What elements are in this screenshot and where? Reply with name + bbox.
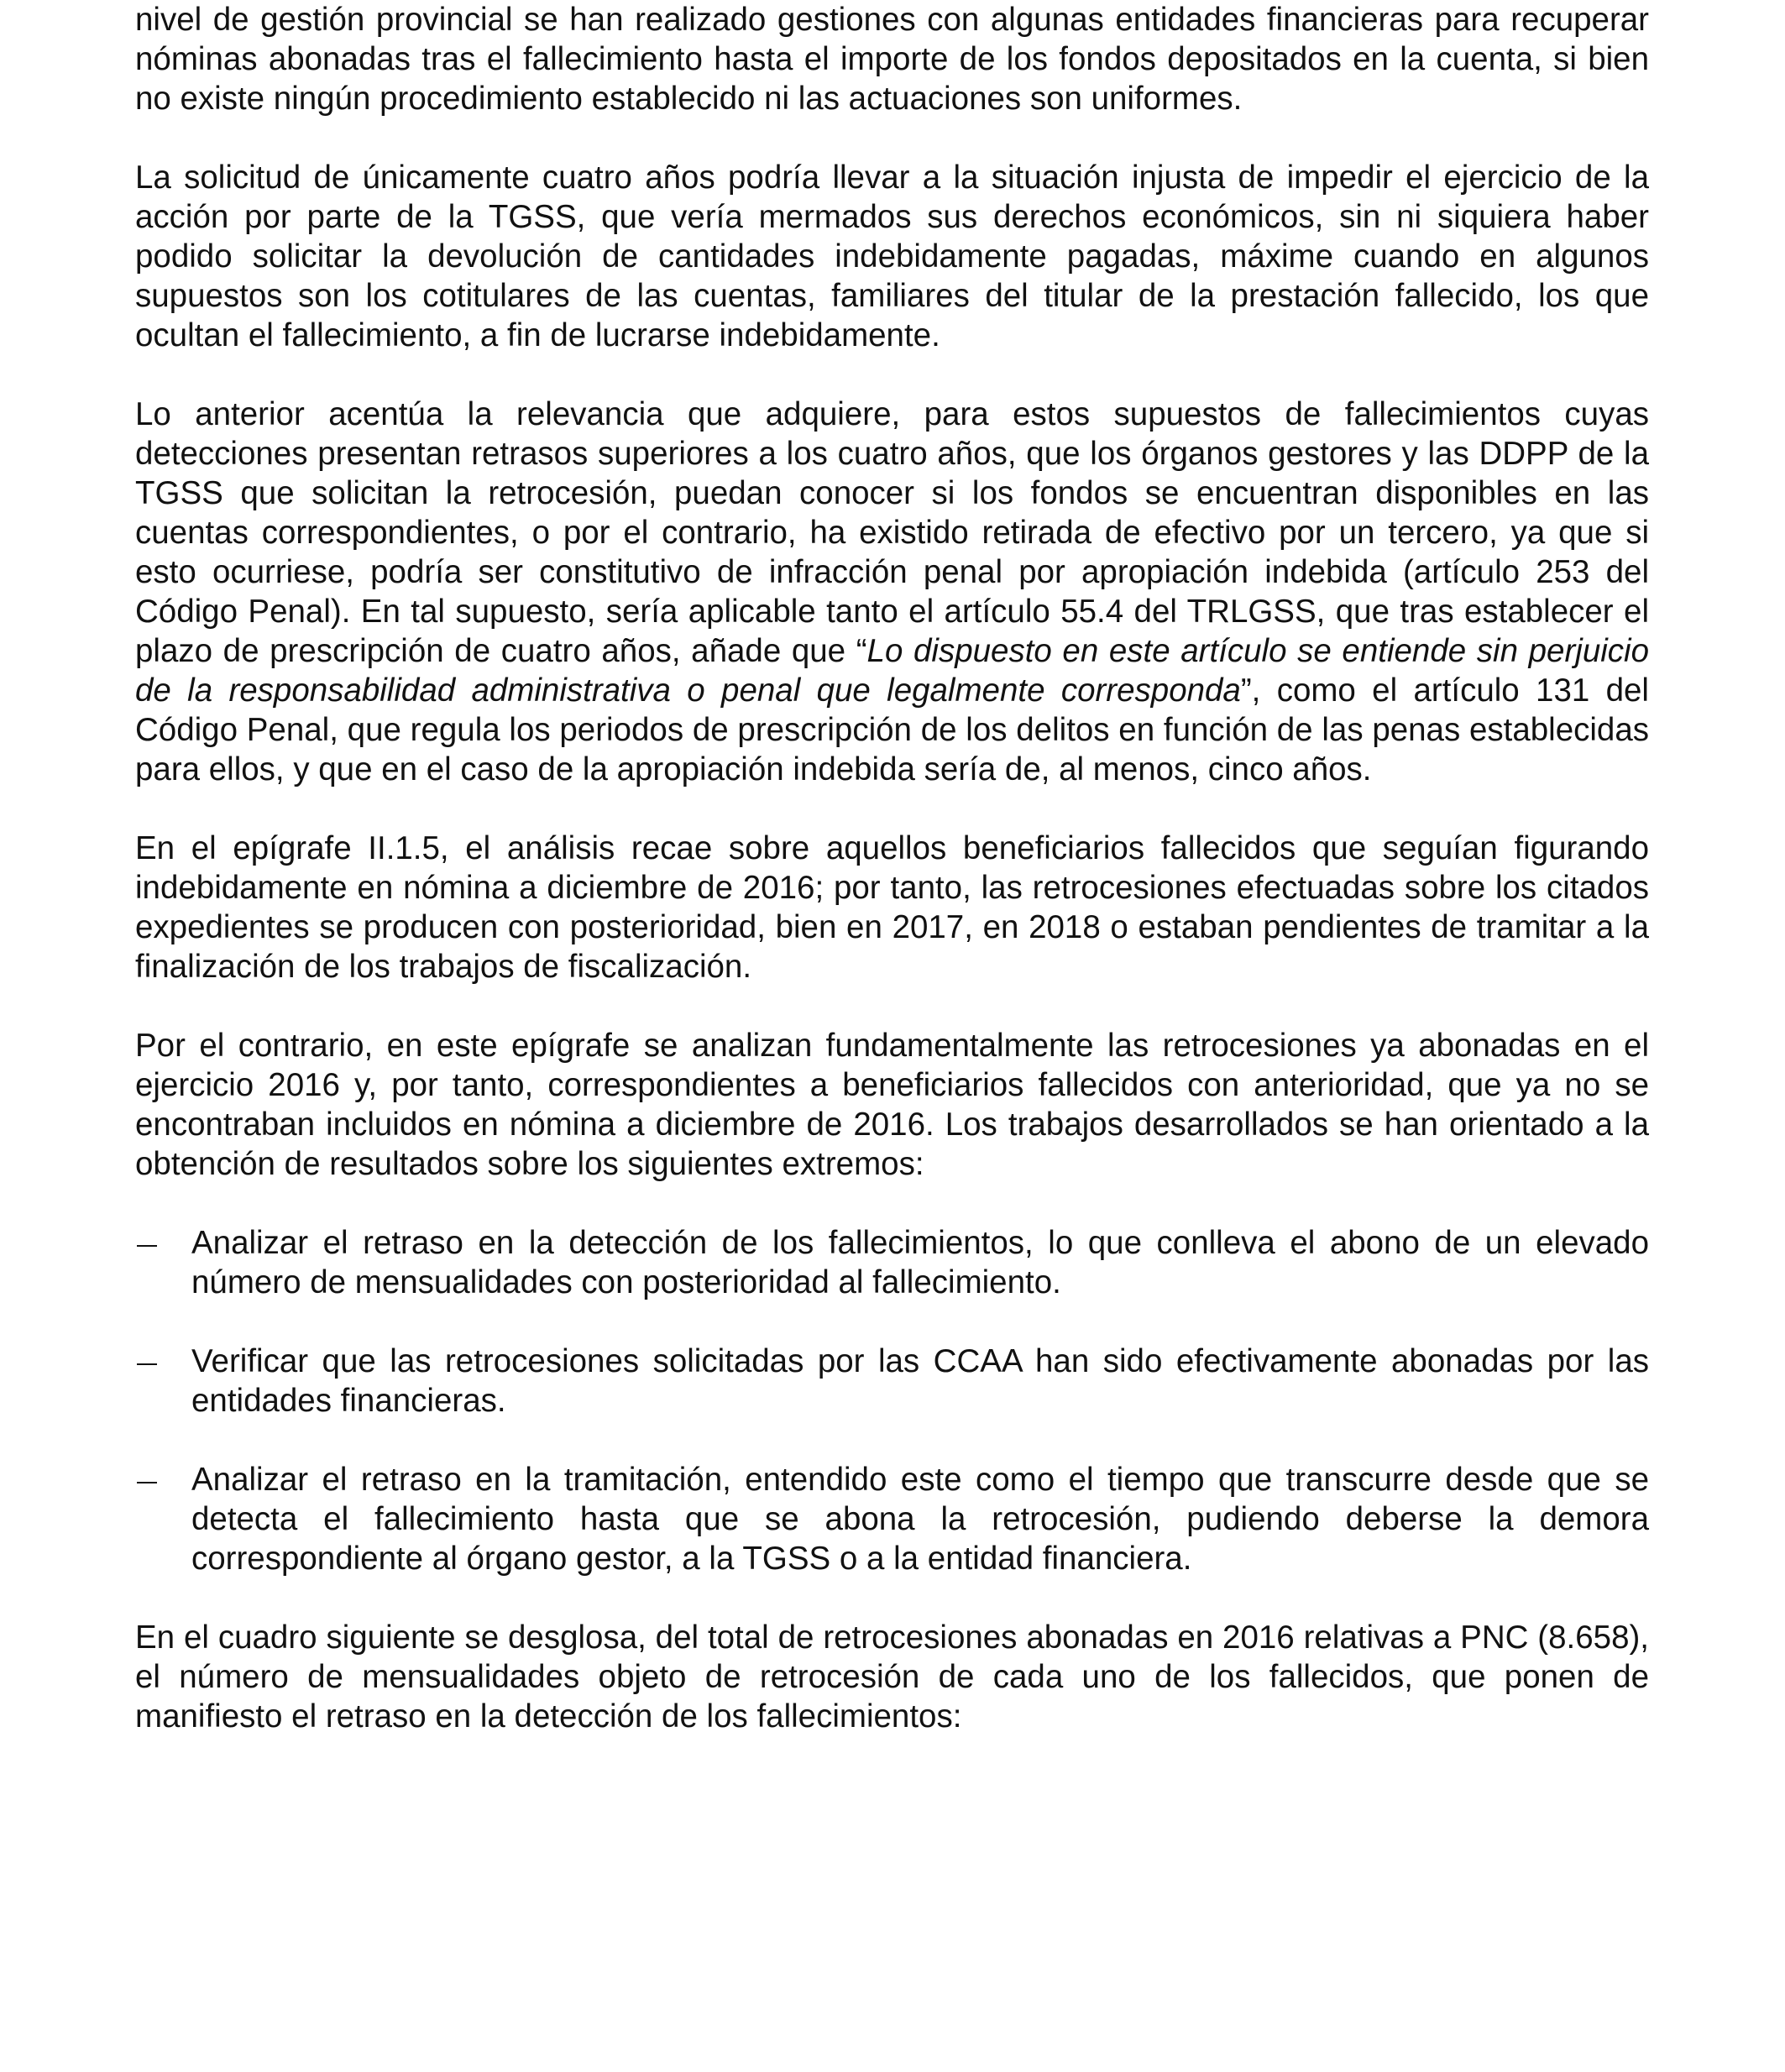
- list-item: [135, 1223, 1649, 1302]
- paragraph-por-el-contrario: Por el contrario, en este epígrafe se analizan fundamentalmente las retrocesiones ya abonadas en el ejercicio 2016 y, por tanto, correspondientes a beneficiarios fallecidos con anterioridad, que ya no se encontraban incluidos en nómina a diciembre de 2016. Los trabajos desarrollados se han orientado a la obtención de resultados sobre los siguientes extremos:: [135, 1028, 1649, 1182]
- paragraph-gestion-provincial: nivel de gestión provincial se han realizado gestiones con algunas entidades financieras para recuperar nóminas abonadas tras el fallecimiento hasta el importe de los fondos depositados en la cuenta, si bien no existe ningún procedimiento establecido ni las actuaciones son uniformes.: [135, 2, 1649, 117]
- paragraph-cuadro-siguiente: En el cuadro siguiente se desglosa, del total de retrocesiones abonadas en 2016 relativas a PNC (8.658), el número de mensualidades objeto de retrocesión de cada uno de los fallecidos, que ponen de manifiesto el retraso en la detección de los fallecimientos:: [135, 1619, 1649, 1735]
- objectives-list: [135, 1223, 1649, 1578]
- legal-quote: Lo dispuesto en este artículo se entiende sin perjuicio de la responsabilidad administrativa o penal que legalmente corresponda: [135, 633, 1649, 709]
- list-item-text: Analizar el retraso en la tramitación, entendido este como el tiempo que transcurre desde que se detecta el fallecimiento hasta que se abona la retrocesión, pudiendo deberse la demora correspondiente al órgano gestor, a la TGSS o a la entidad financiera.: [191, 1462, 1649, 1577]
- list-item: [135, 1460, 1649, 1578]
- document-page: [135, 0, 1649, 1776]
- list-item: [135, 1342, 1649, 1421]
- paragraph-text-before-quote: Lo anterior acentúa la relevancia que adquiere, para estos supuestos de fallecimientos cuyas detecciones presentan retrasos superiores a los cuatro años, que los órganos gestores y las DDPP de la TGSS que solicitan la retrocesión, puedan conocer si los fondos se encuentran disponibles en las cuentas correspondientes, o por el contrario, ha existido retirada de efectivo por un tercero, ya que si esto ocurriese, podría ser constitutivo de infracción penal por apropiación indebida (artículo 253 del Código Penal). En tal supuesto, sería aplicable tanto el artículo 55.4 del TRLGSS, que tras establecer el plazo de prescripción de cuatro años, añade que “: [135, 396, 1649, 669]
- paragraph-epigrafe-ii-1-5: En el epígrafe II.1.5, el análisis recae sobre aquellos beneficiarios fallecidos que seguían figurando indebidamente en nómina a diciembre de 2016; por tanto, las retrocesiones efectuadas sobre los citados expedientes se producen con posterioridad, bien en 2017, en 2018 o estaban pendientes de tramitar a la finalización de los trabajos de fiscalización.: [135, 830, 1649, 985]
- list-item-text: Verificar que las retrocesiones solicitadas por las CCAA han sido efectivamente abonadas por las entidades financieras.: [191, 1343, 1649, 1419]
- paragraph-relevancia-retrocesion: [135, 395, 1649, 789]
- paragraph-solicitud-cuatro-anos: La solicitud de únicamente cuatro años podría llevar a la situación injusta de impedir el ejercicio de la acción por parte de la TGSS, que vería mermados sus derechos económicos, sin ni siquiera haber podido solicitar la devolución de cantidades indebidamente pagadas, máxime cuando en algunos supuestos son los cotitulares de las cuentas, familiares del titular de la prestación fallecido, los que ocultan el fallecimiento, a fin de lucrarse indebidamente.: [135, 160, 1649, 353]
- list-item-text: Analizar el retraso en la detección de los fallecimientos, lo que conlleva el abono de un elevado número de mensualidades con posterioridad al fallecimiento.: [191, 1225, 1649, 1300]
- paragraph-text-after-quote: ”, como el artículo 131 del Código Penal, que regula los periodos de prescripción de los delitos en función de las penas establecidas para ellos, y que en el caso de la apropiación indebida sería de, al menos, cinco años.: [135, 672, 1649, 787]
